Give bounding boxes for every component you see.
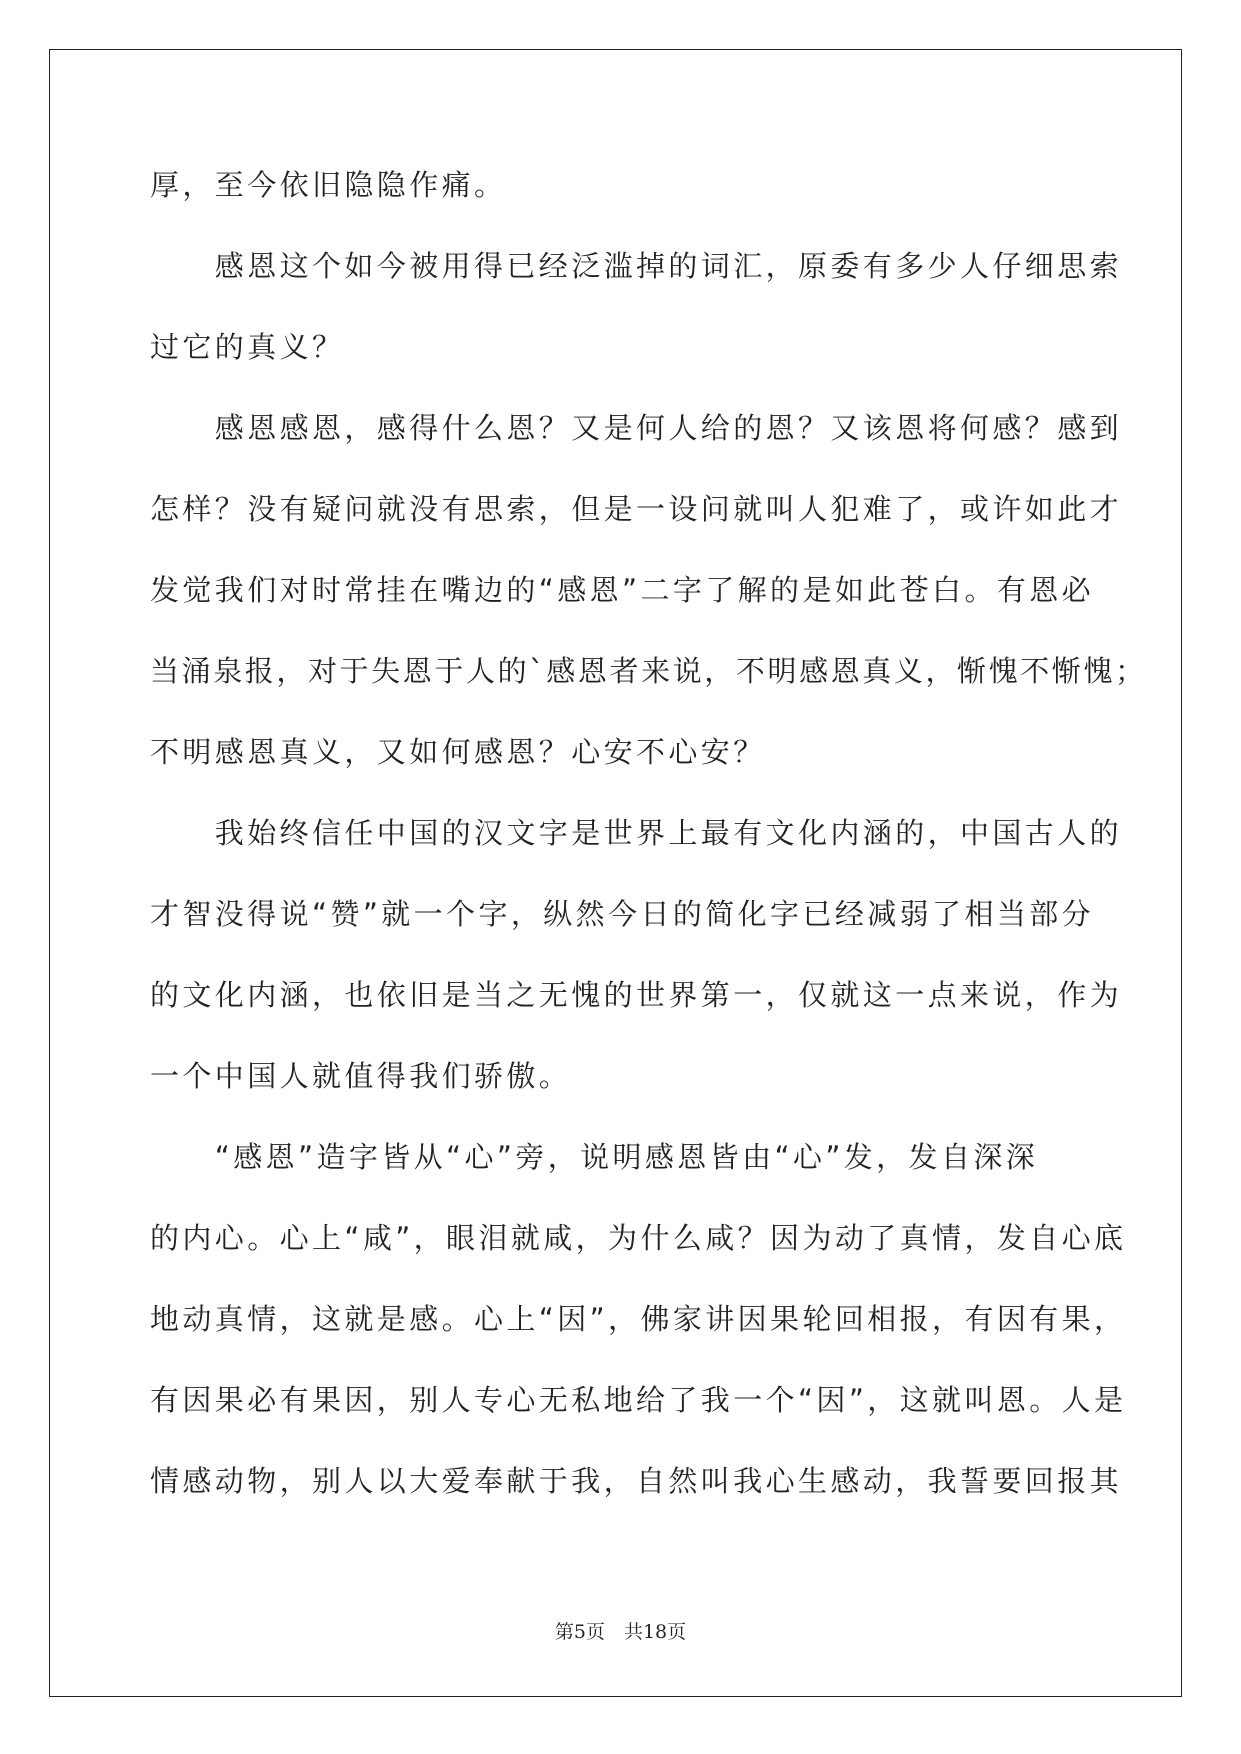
text-line: 地动真情，这就是感。心上“因”，佛家讲因果轮回相报，有因有果， bbox=[150, 1302, 1127, 1336]
text-line: “感恩”造字皆从“心”旁，说明感恩皆由“心”发，发自深深 bbox=[150, 1140, 1039, 1174]
page-border bbox=[49, 49, 1182, 1697]
text-line: 一个中国人就值得我们骄傲。 bbox=[150, 1059, 572, 1093]
text-line: 厚，至今依旧隐隐作痛。 bbox=[150, 168, 507, 202]
page-number: 第5页 共18页 bbox=[554, 1621, 687, 1643]
text-line: 我始终信任中国的汉文字是世界上最有文化内涵的，中国古人的 bbox=[150, 816, 1123, 850]
text-line: 过它的真义？ bbox=[150, 330, 345, 364]
text-line: 的内心。心上“咸”，眼泪就咸，为什么咸？因为动了真情，发自心底 bbox=[150, 1221, 1127, 1255]
text-line: 才智没得说“赞”就一个字，纵然今日的简化字已经减弱了相当部分 bbox=[150, 897, 1095, 931]
text-line: 不明感恩真义，又如何感恩？心安不心安？ bbox=[150, 735, 766, 769]
text-line: 感恩这个如今被用得已经泛滥掉的词汇，原委有多少人仔细思索 bbox=[150, 249, 1123, 283]
text-line: 当涌泉报，对于失恩于人的`感恩者来说，不明感恩真义，惭愧不惭愧； bbox=[150, 654, 1147, 688]
text-line: 情感动物，别人以大爱奉献于我，自然叫我心生感动，我誓要回报其 bbox=[150, 1464, 1123, 1498]
text-line: 的文化内涵，也依旧是当之无愧的世界第一，仅就这一点来说，作为 bbox=[150, 978, 1123, 1012]
text-line: 感恩感恩，感得什么恩？又是何人给的恩？又该恩将何感？感到 bbox=[150, 411, 1123, 445]
text-line: 发觉我们对时常挂在嘴边的“感恩”二字了解的是如此苍白。有恩必 bbox=[150, 573, 1095, 607]
text-line: 怎样？没有疑问就没有思索，但是一设问就叫人犯难了，或许如此才 bbox=[150, 492, 1123, 526]
text-line: 有因果必有果因，别人专心无私地给了我一个“因”，这就叫恩。人是 bbox=[150, 1383, 1127, 1417]
